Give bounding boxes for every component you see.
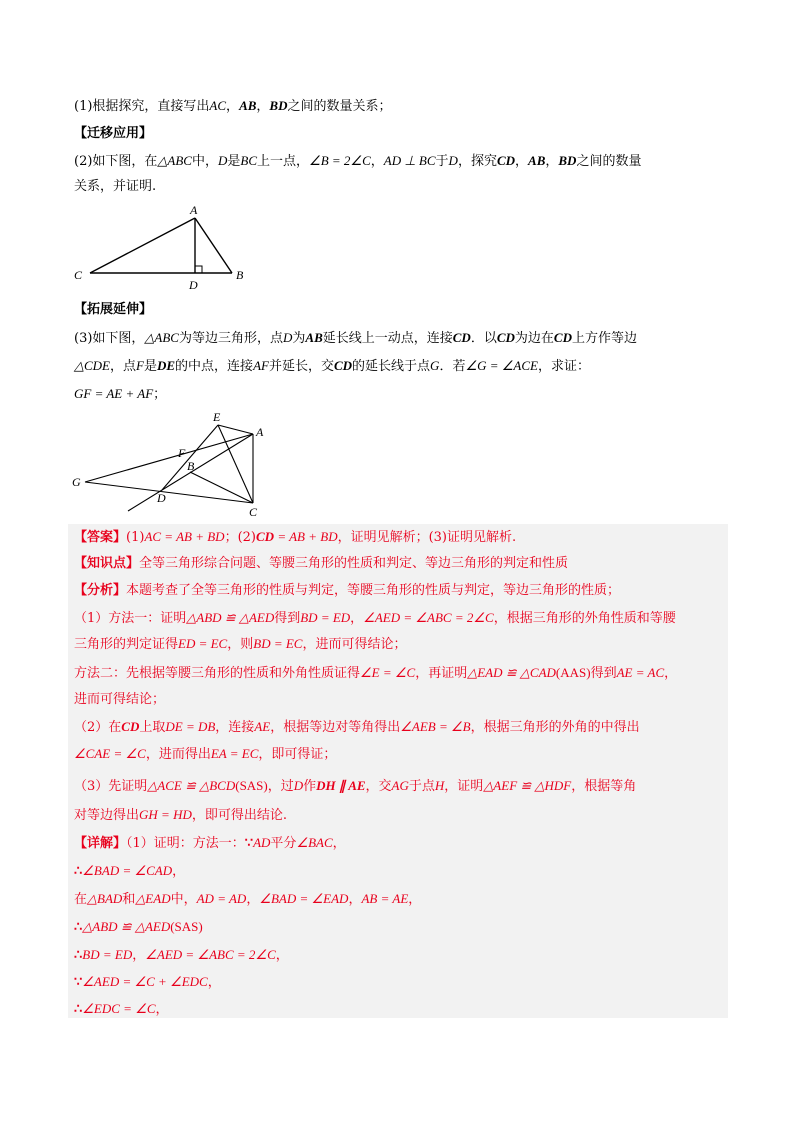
detail-line3: 在△BAD和△EAD中，AD = AD，∠BAD = ∠EAD，AB = AE，	[74, 891, 422, 907]
figure-2-equilateral	[70, 406, 280, 518]
knowledge-line: 【知识点】全等三角形综合问题、等腰三角形的性质和判定、等边三角形的判定和性质	[74, 556, 569, 571]
question-1: (1)根据探究，直接写出AC，AB，BD之间的数量关系；	[74, 98, 392, 114]
question-3-line1: (3)如下图，△ABC为等边三角形，点D为AB延长线上一动点，连接CD．以CD为边在CD上方作等边	[74, 330, 637, 346]
label-d: D	[157, 491, 166, 505]
analysis-part1-line2: 三角形的判定证得ED = EC，则BD = EC，进而可得结论；	[74, 636, 407, 652]
right-angle-mark	[195, 266, 202, 273]
label-b: B	[236, 268, 244, 282]
detail-line6: ∵∠AED = ∠C + ∠EDC，	[74, 974, 221, 990]
label-a: A	[256, 425, 264, 439]
label-c: C	[74, 268, 83, 282]
question-3-line2: △CDE，点F是DE的中点，连接AF并延长，交CD的延长线于点G．若∠G = ∠ACE，求证：	[74, 358, 590, 374]
analysis-part1: （1）方法一：证明△ABD ≌ △AED得到BD = ED，∠AED = ∠ABC = 2∠C，根据三角形的外角性质和等腰	[74, 610, 676, 626]
detail-line4: ∴△ABD ≌ △AED(SAS)	[74, 919, 203, 935]
analysis-method2: 方法二：先根据等腰三角形的性质和外角性质证得∠E = ∠C，再证明△EAD ≌ △CAD(AAS)得到AE = AC，	[74, 665, 678, 681]
detail-line2: ∴∠BAD = ∠CAD，	[74, 863, 186, 879]
section-extend: 【拓展延伸】	[74, 302, 153, 317]
question-3-line3: GF = AE + AF；	[74, 386, 167, 402]
label-g: G	[72, 475, 81, 489]
side-ab	[195, 218, 232, 273]
line-e-a	[218, 425, 253, 434]
label-f: F	[178, 446, 186, 460]
detail-line7: ∴∠EDC = ∠C，	[74, 1001, 169, 1017]
side-ca	[90, 218, 195, 273]
label-a: A	[190, 203, 198, 217]
detail-line1: 【详解】（1）证明：方法一：∵AD平分∠BAC，	[74, 835, 346, 851]
analysis-line: 【分析】本题考查了全等三角形的性质与判定，等腰三角形的性质与判定，等边三角形的性质；	[74, 583, 621, 598]
label-e: E	[213, 410, 221, 424]
question-2: (2)如下图，在△ABC中，D是BC上一点，∠B = 2∠C，AD ⊥ BC于D，探究CD，AB，BD之间的数量	[74, 153, 642, 169]
analysis-part2-line2: ∠CAE = ∠C，进而得出EA = EC，即可得证；	[74, 746, 337, 762]
section-transfer: 【迁移应用】	[74, 126, 153, 141]
line-b-c	[190, 472, 253, 503]
analysis-part2: （2）在CD上取DE = DB，连接AE，根据等边对等角得出∠AEB = ∠B，根据三角形的外角的中得出	[74, 719, 640, 735]
figure-1-triangle	[70, 200, 270, 295]
detail-line5: ∴BD = ED，∠AED = ∠ABC = 2∠C，	[74, 947, 289, 963]
analysis-part3: （3）先证明△ACE ≌ △BCD(SAS)，过D作DH ∥ AE，交AG于点H，证明△AEF ≌ △HDF，根据等角	[74, 778, 637, 794]
label-d: D	[189, 278, 198, 292]
answer-line: 【答案】(1)AC = AB + BD；(2)CD = AB + BD，证明见解析；(3)证明见解析.	[74, 529, 517, 545]
question-2-line2: 关系，并证明.	[74, 179, 157, 194]
line-g-a	[85, 434, 253, 482]
analysis-method2-line2: 进而可得结论；	[74, 692, 166, 707]
label-c: C	[249, 505, 258, 518]
label-b: B	[187, 459, 195, 473]
analysis-part3-line2: 对等边得出GH = HD，即可得出结论.	[74, 807, 287, 823]
